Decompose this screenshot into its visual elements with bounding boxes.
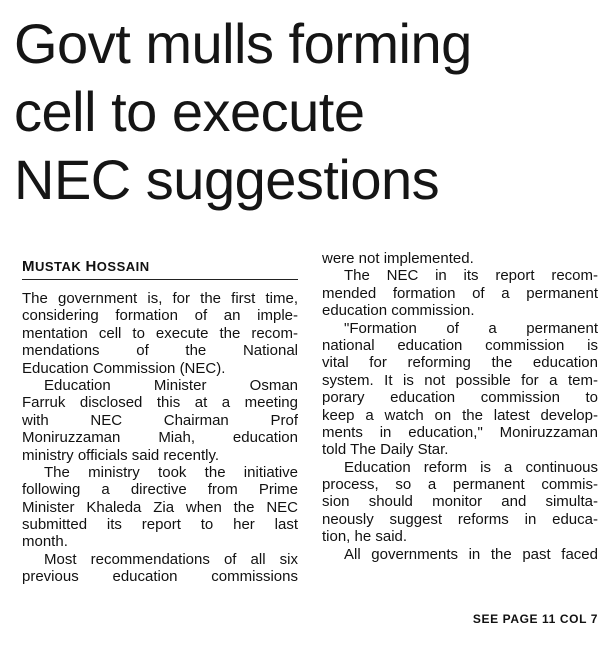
column-1-line: Education Commission (NEC).	[22, 359, 226, 377]
continuation-reference: SEE PAGE 11 COL 7	[472, 612, 598, 626]
column-1-line: ministry officials said recently.	[22, 446, 220, 464]
column-1-line: Minister Khaleda Zia when the NEC	[22, 498, 298, 516]
headline-line-2: cell to execute	[14, 80, 365, 143]
headline-line-3: NEC suggestions	[14, 148, 440, 211]
column-1-line: month.	[22, 533, 68, 551]
byline-last-rest: OSSAIN	[96, 259, 150, 274]
headline	[14, 10, 604, 214]
column-2-line: sion should monitor and simulta-	[322, 493, 598, 511]
column-2-line: tion, he said.	[322, 528, 408, 546]
byline-first-initial: M	[22, 258, 35, 275]
headline-line-1: Govt mulls forming	[14, 12, 472, 75]
column-2-line: Education reform is a continuous	[344, 458, 598, 476]
article-column-1	[22, 290, 298, 586]
column-1-line: Moniruzzaman Miah, education	[22, 429, 298, 447]
column-2-line: system. It is not possible for a tem-	[322, 371, 598, 389]
column-1-line: Most recommendations of all six	[44, 550, 298, 568]
column-1-line: following a directive from Prime	[22, 481, 298, 499]
column-1-line: submitted its report to her last	[22, 516, 298, 534]
column-2-line: "Formation of a permanent	[344, 319, 598, 337]
column-1-line: The ministry took the initiative	[44, 463, 298, 481]
column-2-line: keep a watch on the latest develop-	[322, 406, 598, 424]
column-2-line: told The Daily Star.	[322, 441, 449, 459]
column-1-line: mentation cell to execute the recom-	[22, 324, 298, 342]
article-column-2	[322, 250, 598, 563]
byline	[22, 258, 150, 275]
column-2-line: porary education commission to	[322, 389, 598, 407]
column-2-line: All governments in the past faced	[344, 545, 598, 563]
column-1-line: Farruk disclosed this at a meeting	[22, 394, 298, 412]
column-1-line: previous education commissions	[22, 568, 298, 586]
column-2-line: national education commission is	[322, 336, 598, 354]
column-2-line: were not implemented.	[322, 250, 474, 267]
column-1-line: Education Minister Osman	[44, 376, 298, 394]
column-2-line: vital for reforming the education	[322, 354, 598, 372]
column-1-line: mendations of the National	[22, 342, 298, 360]
column-2-line: The NEC in its report recom-	[344, 267, 598, 285]
byline-rule	[22, 279, 298, 280]
column-1-line: considering formation of an imple-	[22, 307, 298, 325]
column-2-line: mended formation of a permanent	[322, 284, 598, 302]
column-2-line: process, so a permanent commis-	[322, 476, 598, 494]
column-2-line: ments in education," Moniruzzaman	[322, 423, 598, 441]
byline-first-rest: USTAK	[35, 259, 82, 274]
column-2-line: education commission.	[322, 302, 475, 320]
column-2-line: neously suggest reforms in educa-	[322, 510, 598, 528]
column-1-line: with NEC Chairman Prof	[22, 411, 298, 429]
byline-last-initial: H	[85, 258, 97, 275]
column-1-line: The government is, for the first time,	[22, 290, 298, 307]
